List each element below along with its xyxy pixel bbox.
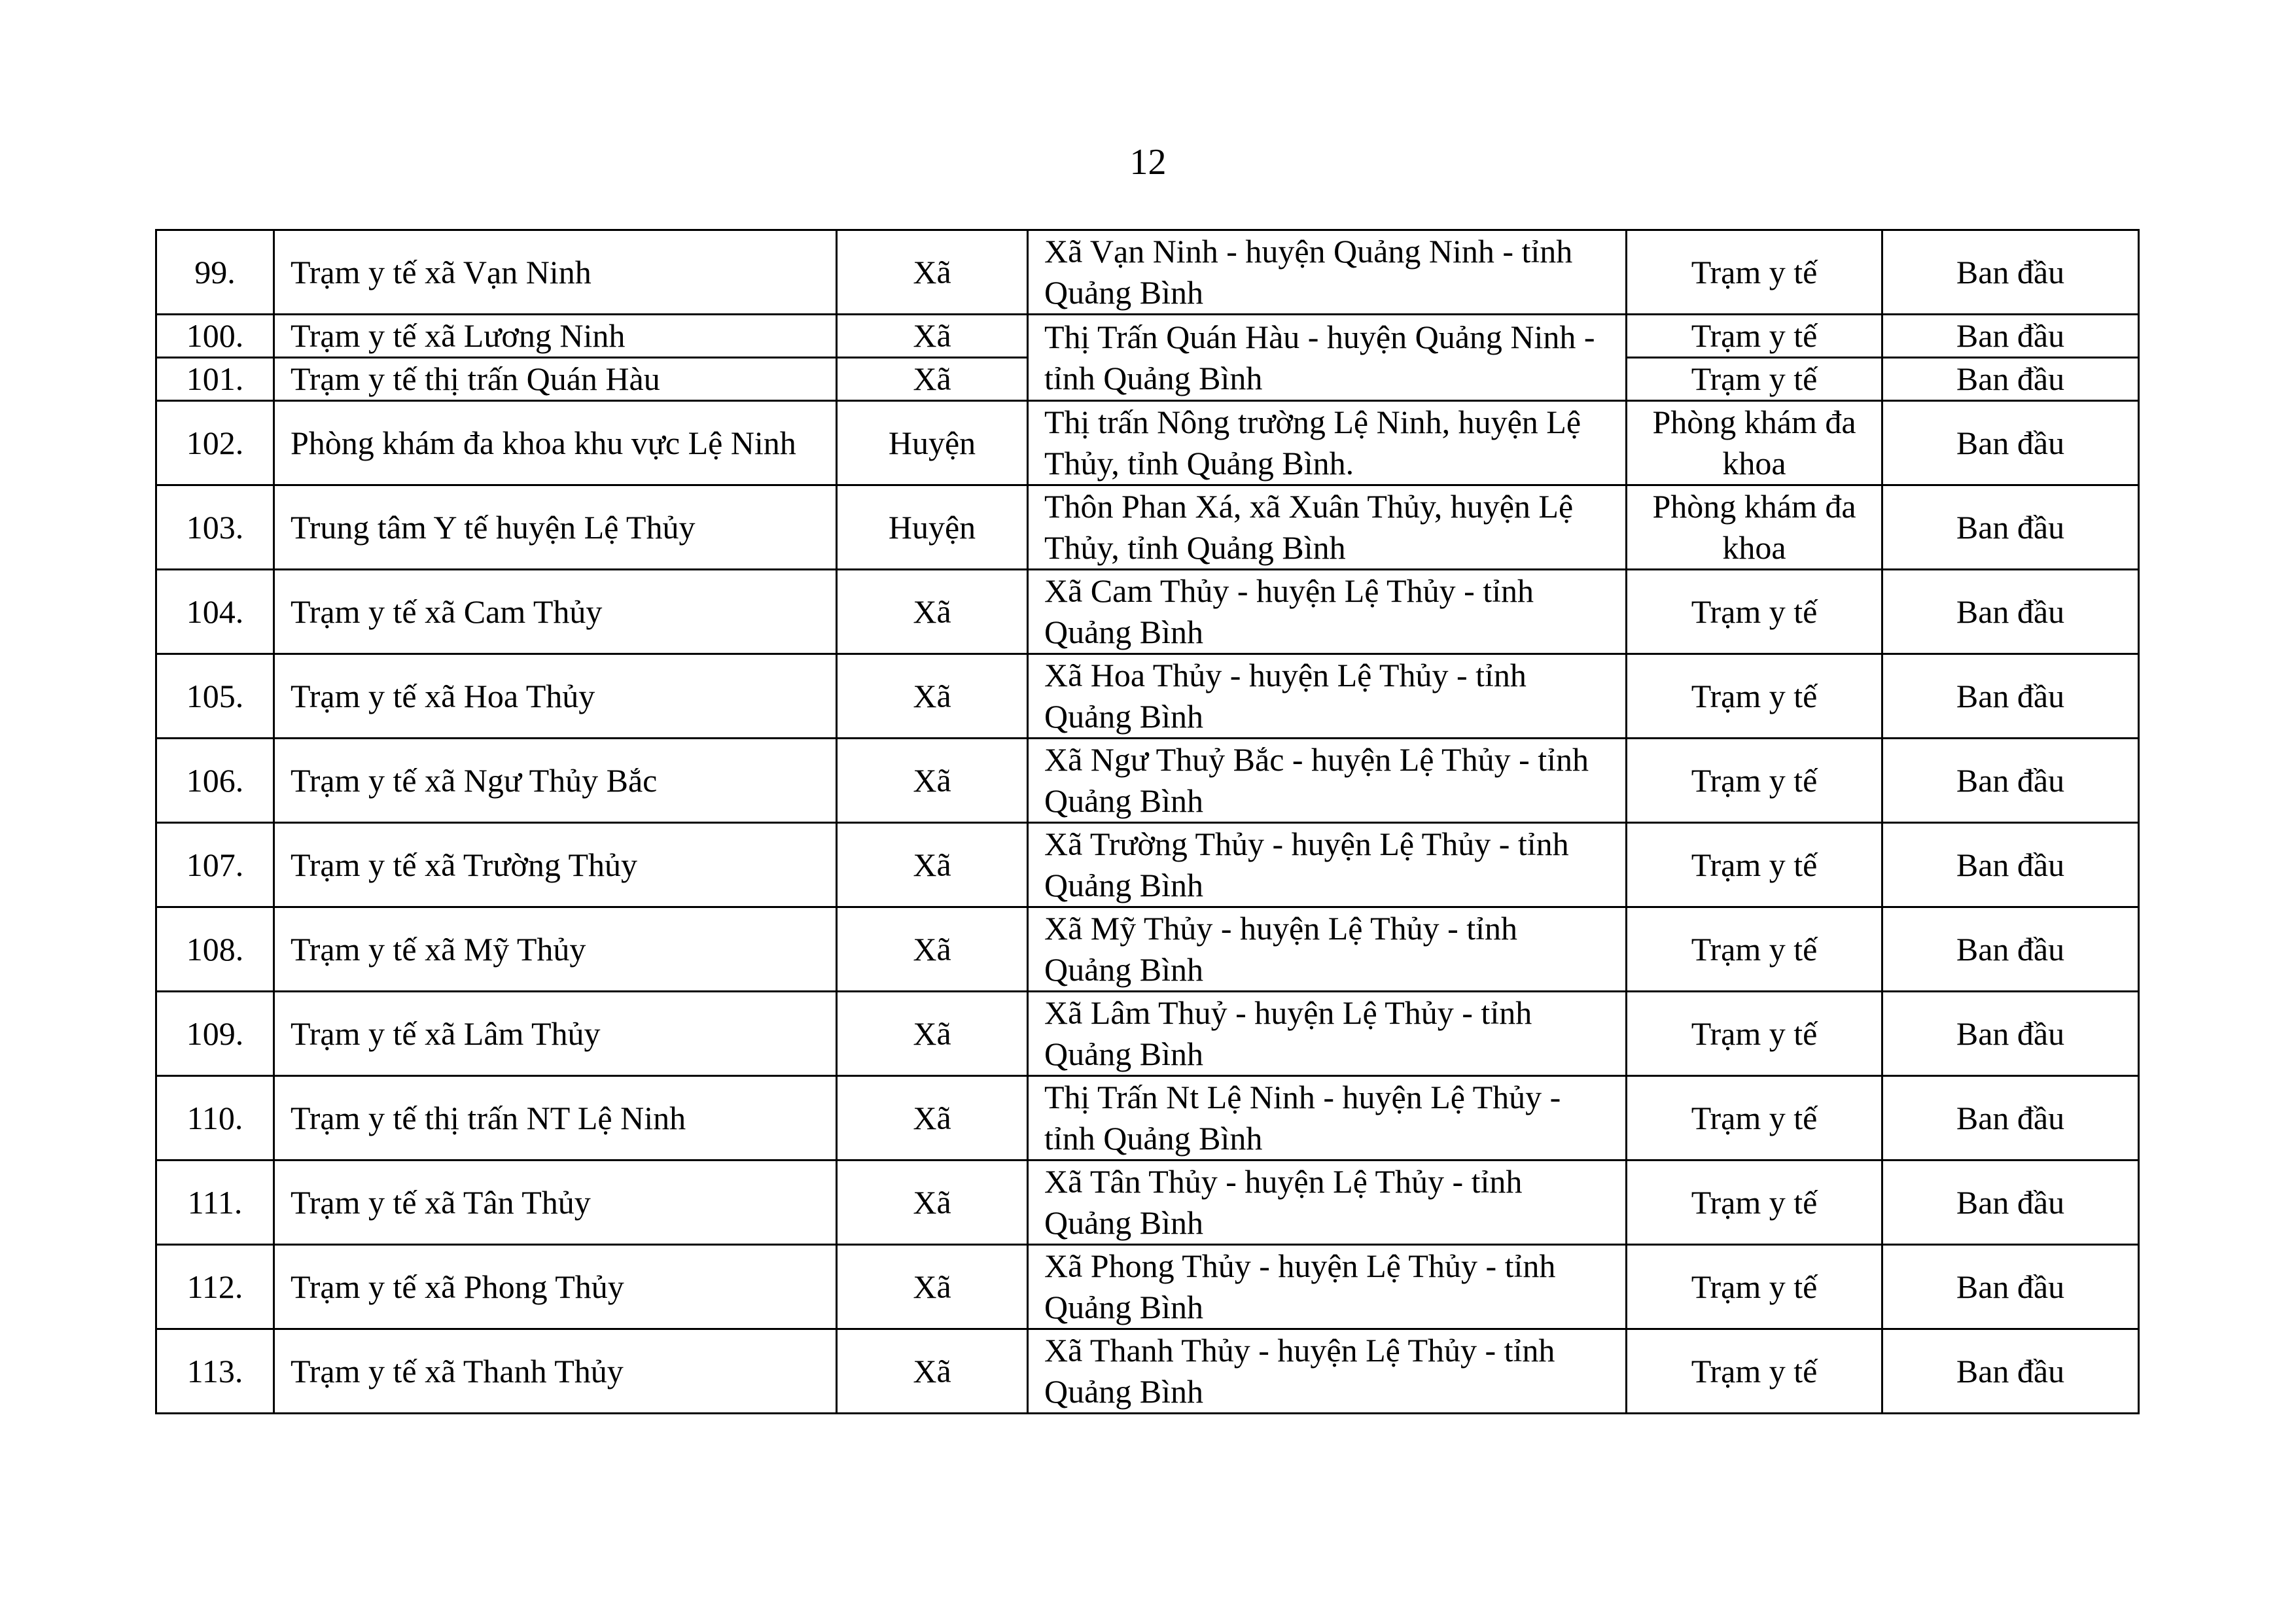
table-row — [156, 992, 2139, 1076]
table-row — [156, 315, 2139, 358]
care-scope: Ban đầu — [1882, 358, 2139, 401]
facility-name: Trạm y tế thị trấn NT Lệ Ninh — [274, 1076, 837, 1161]
facility-type: Trạm y tế — [1627, 1329, 1882, 1414]
row-number: 112. — [156, 1245, 274, 1329]
facility-address: Thị Trấn Quán Hàu - huyện Quảng Ninh - tỉnh Quảng Bình — [1028, 315, 1627, 401]
care-scope: Ban đầu — [1882, 485, 2139, 570]
care-scope: Ban đầu — [1882, 1245, 2139, 1329]
care-scope: Ban đầu — [1882, 401, 2139, 485]
facility-type: Trạm y tế — [1627, 315, 1882, 358]
care-scope: Ban đầu — [1882, 230, 2139, 315]
table-row — [156, 1076, 2139, 1161]
facility-level: Xã — [837, 992, 1028, 1076]
care-scope: Ban đầu — [1882, 739, 2139, 823]
facility-name: Trạm y tế xã Vạn Ninh — [274, 230, 837, 315]
facility-type: Phòng khám đa khoa — [1627, 485, 1882, 570]
care-scope: Ban đầu — [1882, 570, 2139, 654]
table-row — [156, 230, 2139, 315]
facility-address: Xã Mỹ Thủy - huyện Lệ Thủy - tỉnh Quảng Bình — [1028, 907, 1627, 992]
care-scope: Ban đầu — [1882, 315, 2139, 358]
facility-table — [155, 229, 2140, 1414]
row-number: 100. — [156, 315, 274, 358]
facility-level: Huyện — [837, 485, 1028, 570]
table-row — [156, 1329, 2139, 1414]
facility-level: Xã — [837, 1245, 1028, 1329]
facility-name: Trạm y tế xã Trường Thủy — [274, 823, 837, 907]
row-number: 111. — [156, 1161, 274, 1245]
facility-name: Trạm y tế thị trấn Quán Hàu — [274, 358, 837, 401]
facility-level: Xã — [837, 358, 1028, 401]
facility-type: Phòng khám đa khoa — [1627, 401, 1882, 485]
facility-name: Trung tâm Y tế huyện Lệ Thủy — [274, 485, 837, 570]
facility-name: Trạm y tế xã Thanh Thủy — [274, 1329, 837, 1414]
facility-address: Xã Ngư Thuỷ Bắc - huyện Lệ Thủy - tỉnh Quảng Bình — [1028, 739, 1627, 823]
page-number: 12 — [1129, 142, 1167, 183]
facility-name: Trạm y tế xã Tân Thủy — [274, 1161, 837, 1245]
facility-address: Xã Hoa Thủy - huyện Lệ Thủy - tỉnh Quảng Bình — [1028, 654, 1627, 739]
facility-level: Huyện — [837, 401, 1028, 485]
facility-name: Trạm y tế xã Cam Thủy — [274, 570, 837, 654]
facility-level: Xã — [837, 907, 1028, 992]
facility-level: Xã — [837, 1161, 1028, 1245]
facility-type: Trạm y tế — [1627, 992, 1882, 1076]
facility-address: Xã Thanh Thủy - huyện Lệ Thủy - tỉnh Quảng Bình — [1028, 1329, 1627, 1414]
facility-name: Trạm y tế xã Mỹ Thủy — [274, 907, 837, 992]
row-number: 107. — [156, 823, 274, 907]
facility-name: Trạm y tế xã Ngư Thủy Bắc — [274, 739, 837, 823]
facility-name: Trạm y tế xã Lương Ninh — [274, 315, 837, 358]
care-scope: Ban đầu — [1882, 1076, 2139, 1161]
care-scope: Ban đầu — [1882, 992, 2139, 1076]
facility-address: Xã Tân Thủy - huyện Lệ Thủy - tỉnh Quảng Bình — [1028, 1161, 1627, 1245]
facility-level: Xã — [837, 230, 1028, 315]
facility-level: Xã — [837, 739, 1028, 823]
facility-name: Trạm y tế xã Hoa Thủy — [274, 654, 837, 739]
facility-address: Xã Trường Thủy - huyện Lệ Thủy - tỉnh Quảng Bình — [1028, 823, 1627, 907]
table-row — [156, 1161, 2139, 1245]
facility-name: Trạm y tế xã Phong Thủy — [274, 1245, 837, 1329]
row-number: 103. — [156, 485, 274, 570]
facility-level: Xã — [837, 1076, 1028, 1161]
facility-type: Trạm y tế — [1627, 1076, 1882, 1161]
table-row — [156, 1245, 2139, 1329]
facility-type: Trạm y tế — [1627, 1245, 1882, 1329]
care-scope: Ban đầu — [1882, 654, 2139, 739]
row-number: 101. — [156, 358, 274, 401]
facility-address: Thị Trấn Nt Lệ Ninh - huyện Lệ Thủy - tỉnh Quảng Bình — [1028, 1076, 1627, 1161]
facility-name: Phòng khám đa khoa khu vực Lệ Ninh — [274, 401, 837, 485]
facility-type: Trạm y tế — [1627, 1161, 1882, 1245]
facility-type: Trạm y tế — [1627, 230, 1882, 315]
facility-level: Xã — [837, 654, 1028, 739]
row-number: 102. — [156, 401, 274, 485]
row-number: 99. — [156, 230, 274, 315]
row-number: 106. — [156, 739, 274, 823]
table-row — [156, 739, 2139, 823]
facility-address: Xã Vạn Ninh - huyện Quảng Ninh - tỉnh Quảng Bình — [1028, 230, 1627, 315]
facility-type: Trạm y tế — [1627, 358, 1882, 401]
table-row — [156, 485, 2139, 570]
row-number: 110. — [156, 1076, 274, 1161]
facility-address: Xã Lâm Thuỷ - huyện Lệ Thủy - tỉnh Quảng Bình — [1028, 992, 1627, 1076]
table-row — [156, 907, 2139, 992]
table-row — [156, 570, 2139, 654]
facility-type: Trạm y tế — [1627, 739, 1882, 823]
facility-address: Thôn Phan Xá, xã Xuân Thủy, huyện Lệ Thủy, tỉnh Quảng Bình — [1028, 485, 1627, 570]
facility-type: Trạm y tế — [1627, 823, 1882, 907]
care-scope: Ban đầu — [1882, 907, 2139, 992]
facility-level: Xã — [837, 823, 1028, 907]
row-number: 104. — [156, 570, 274, 654]
care-scope: Ban đầu — [1882, 1329, 2139, 1414]
facility-address: Thị trấn Nông trường Lệ Ninh, huyện Lệ Thủy, tỉnh Quảng Bình. — [1028, 401, 1627, 485]
care-scope: Ban đầu — [1882, 1161, 2139, 1245]
care-scope: Ban đầu — [1882, 823, 2139, 907]
facility-type: Trạm y tế — [1627, 907, 1882, 992]
row-number: 105. — [156, 654, 274, 739]
facility-level: Xã — [837, 1329, 1028, 1414]
facility-type: Trạm y tế — [1627, 654, 1882, 739]
facility-level: Xã — [837, 315, 1028, 358]
table-row — [156, 401, 2139, 485]
facility-level: Xã — [837, 570, 1028, 654]
facility-type: Trạm y tế — [1627, 570, 1882, 654]
row-number: 113. — [156, 1329, 274, 1414]
table-row — [156, 654, 2139, 739]
row-number: 108. — [156, 907, 274, 992]
row-number: 109. — [156, 992, 274, 1076]
facility-name: Trạm y tế xã Lâm Thủy — [274, 992, 837, 1076]
facility-address: Xã Phong Thủy - huyện Lệ Thủy - tỉnh Quảng Bình — [1028, 1245, 1627, 1329]
table-row — [156, 823, 2139, 907]
facility-address: Xã Cam Thủy - huyện Lệ Thủy - tỉnh Quảng Bình — [1028, 570, 1627, 654]
